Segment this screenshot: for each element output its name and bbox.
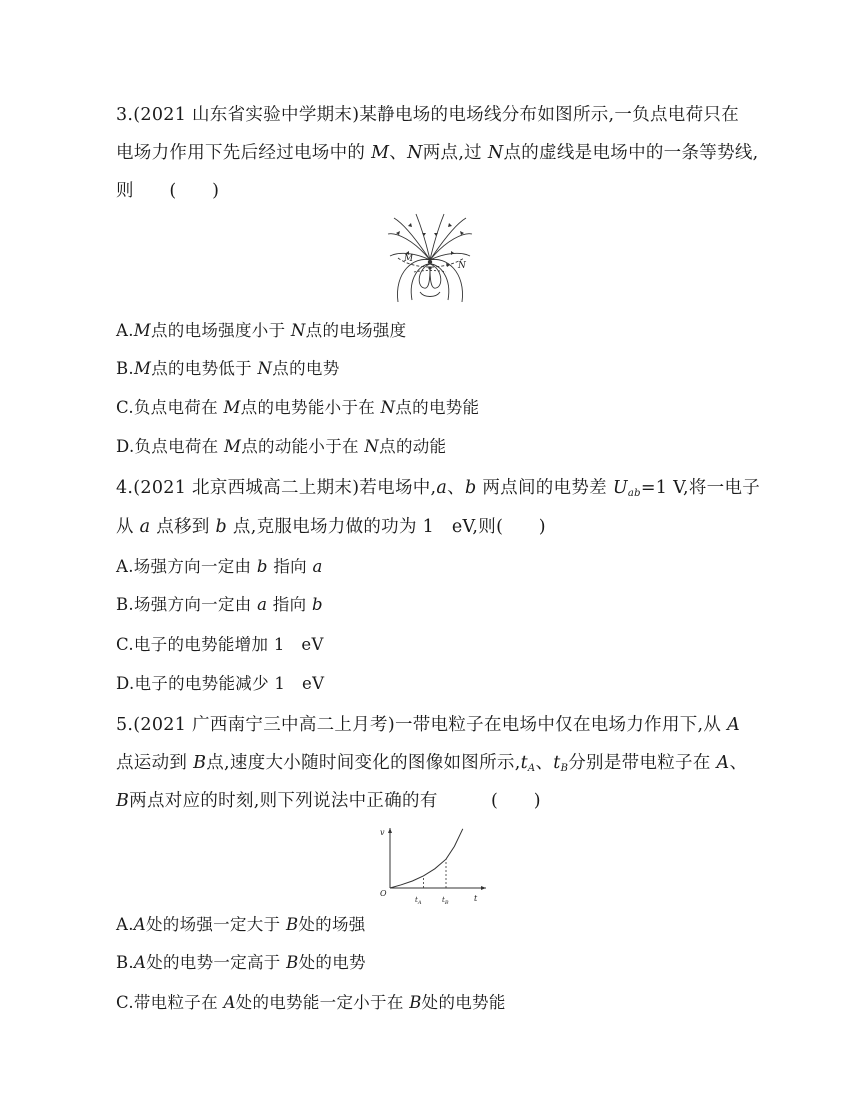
- q4-option-a[interactable]: A.场强方向一定由 b 指向 a: [116, 557, 323, 576]
- q4-option-c[interactable]: C.电子的电势能增加 1 eV: [116, 635, 324, 654]
- origin-label: O: [380, 889, 387, 898]
- q5-option-b[interactable]: B.A处的电势一定高于 B处的电势: [116, 953, 366, 972]
- y-axis-label: v: [380, 828, 385, 837]
- tB-tick-label: $t_B$: [442, 896, 449, 906]
- q5-option-a[interactable]: A.A处的场强一定大于 B处的场强: [116, 915, 366, 934]
- q3-stem-line3: 则 ( ): [116, 181, 220, 201]
- velocity-curve: [390, 829, 463, 888]
- q5-option-c[interactable]: C.带电粒子在 A处的电势能一定小于在 B处的电势能: [116, 993, 506, 1012]
- q4-stem-line1: 4.(2021 北京西城高二上期末)若电场中,a、b 两点间的电势差 $U_{ab}=1$ V,将一电子: [116, 478, 761, 499]
- q5-stem-line2: 点运动到 B点,速度大小随时间变化的图像如图所示$,t_A$、$t_B$分别是带电粒子在 A、: [116, 753, 748, 774]
- q5-stem-line1: 5.(2021 广西南宁三中高二上月考)一带电粒子在电场中仅在电场力作用下,从 A: [116, 715, 741, 735]
- fig-N-label: N: [458, 261, 466, 271]
- q5-stem-line3: B两点对应的时刻,则下列说法中正确的有 ( ): [116, 791, 541, 811]
- q4-stem-line2: 从 a 点移到 b 点,克服电场力做的功为 1 eV,则( ): [116, 517, 546, 537]
- x-axis-label: t: [474, 894, 478, 903]
- q3-option-d[interactable]: D.负点电荷在 M点的动能小于在 N点的动能: [116, 437, 447, 456]
- q4-option-d[interactable]: D.电子的电势能减少 1 eV: [116, 674, 325, 693]
- q3-field-line-figure: [384, 212, 476, 304]
- q3-option-b[interactable]: B.M点的电势低于 N点的电势: [116, 359, 340, 378]
- q3-option-c[interactable]: C.负点电荷在 M点的电势能小于在 N点的电势能: [116, 398, 480, 417]
- fig-M-label: M: [404, 254, 414, 264]
- x-axis-arrow: [481, 886, 486, 890]
- q3-stem-line2: 电场力作用下先后经过电场中的 M、N两点,过 N点的虚线是电场中的一条等势线,: [116, 143, 759, 163]
- q3-stem-line1: 3.(2021 山东省实验中学期末)某静电场的电场线分布如图所示,一负点电荷只在: [116, 105, 740, 125]
- q3-option-a[interactable]: A.M点的电场强度小于 N点的电场强度: [116, 321, 407, 340]
- y-axis-arrow: [388, 828, 392, 833]
- q5-velocity-time-chart: [370, 826, 490, 908]
- tA-tick-label: $t_A$: [415, 896, 422, 906]
- q4-option-b[interactable]: B.场强方向一定由 a 指向 b: [116, 595, 323, 614]
